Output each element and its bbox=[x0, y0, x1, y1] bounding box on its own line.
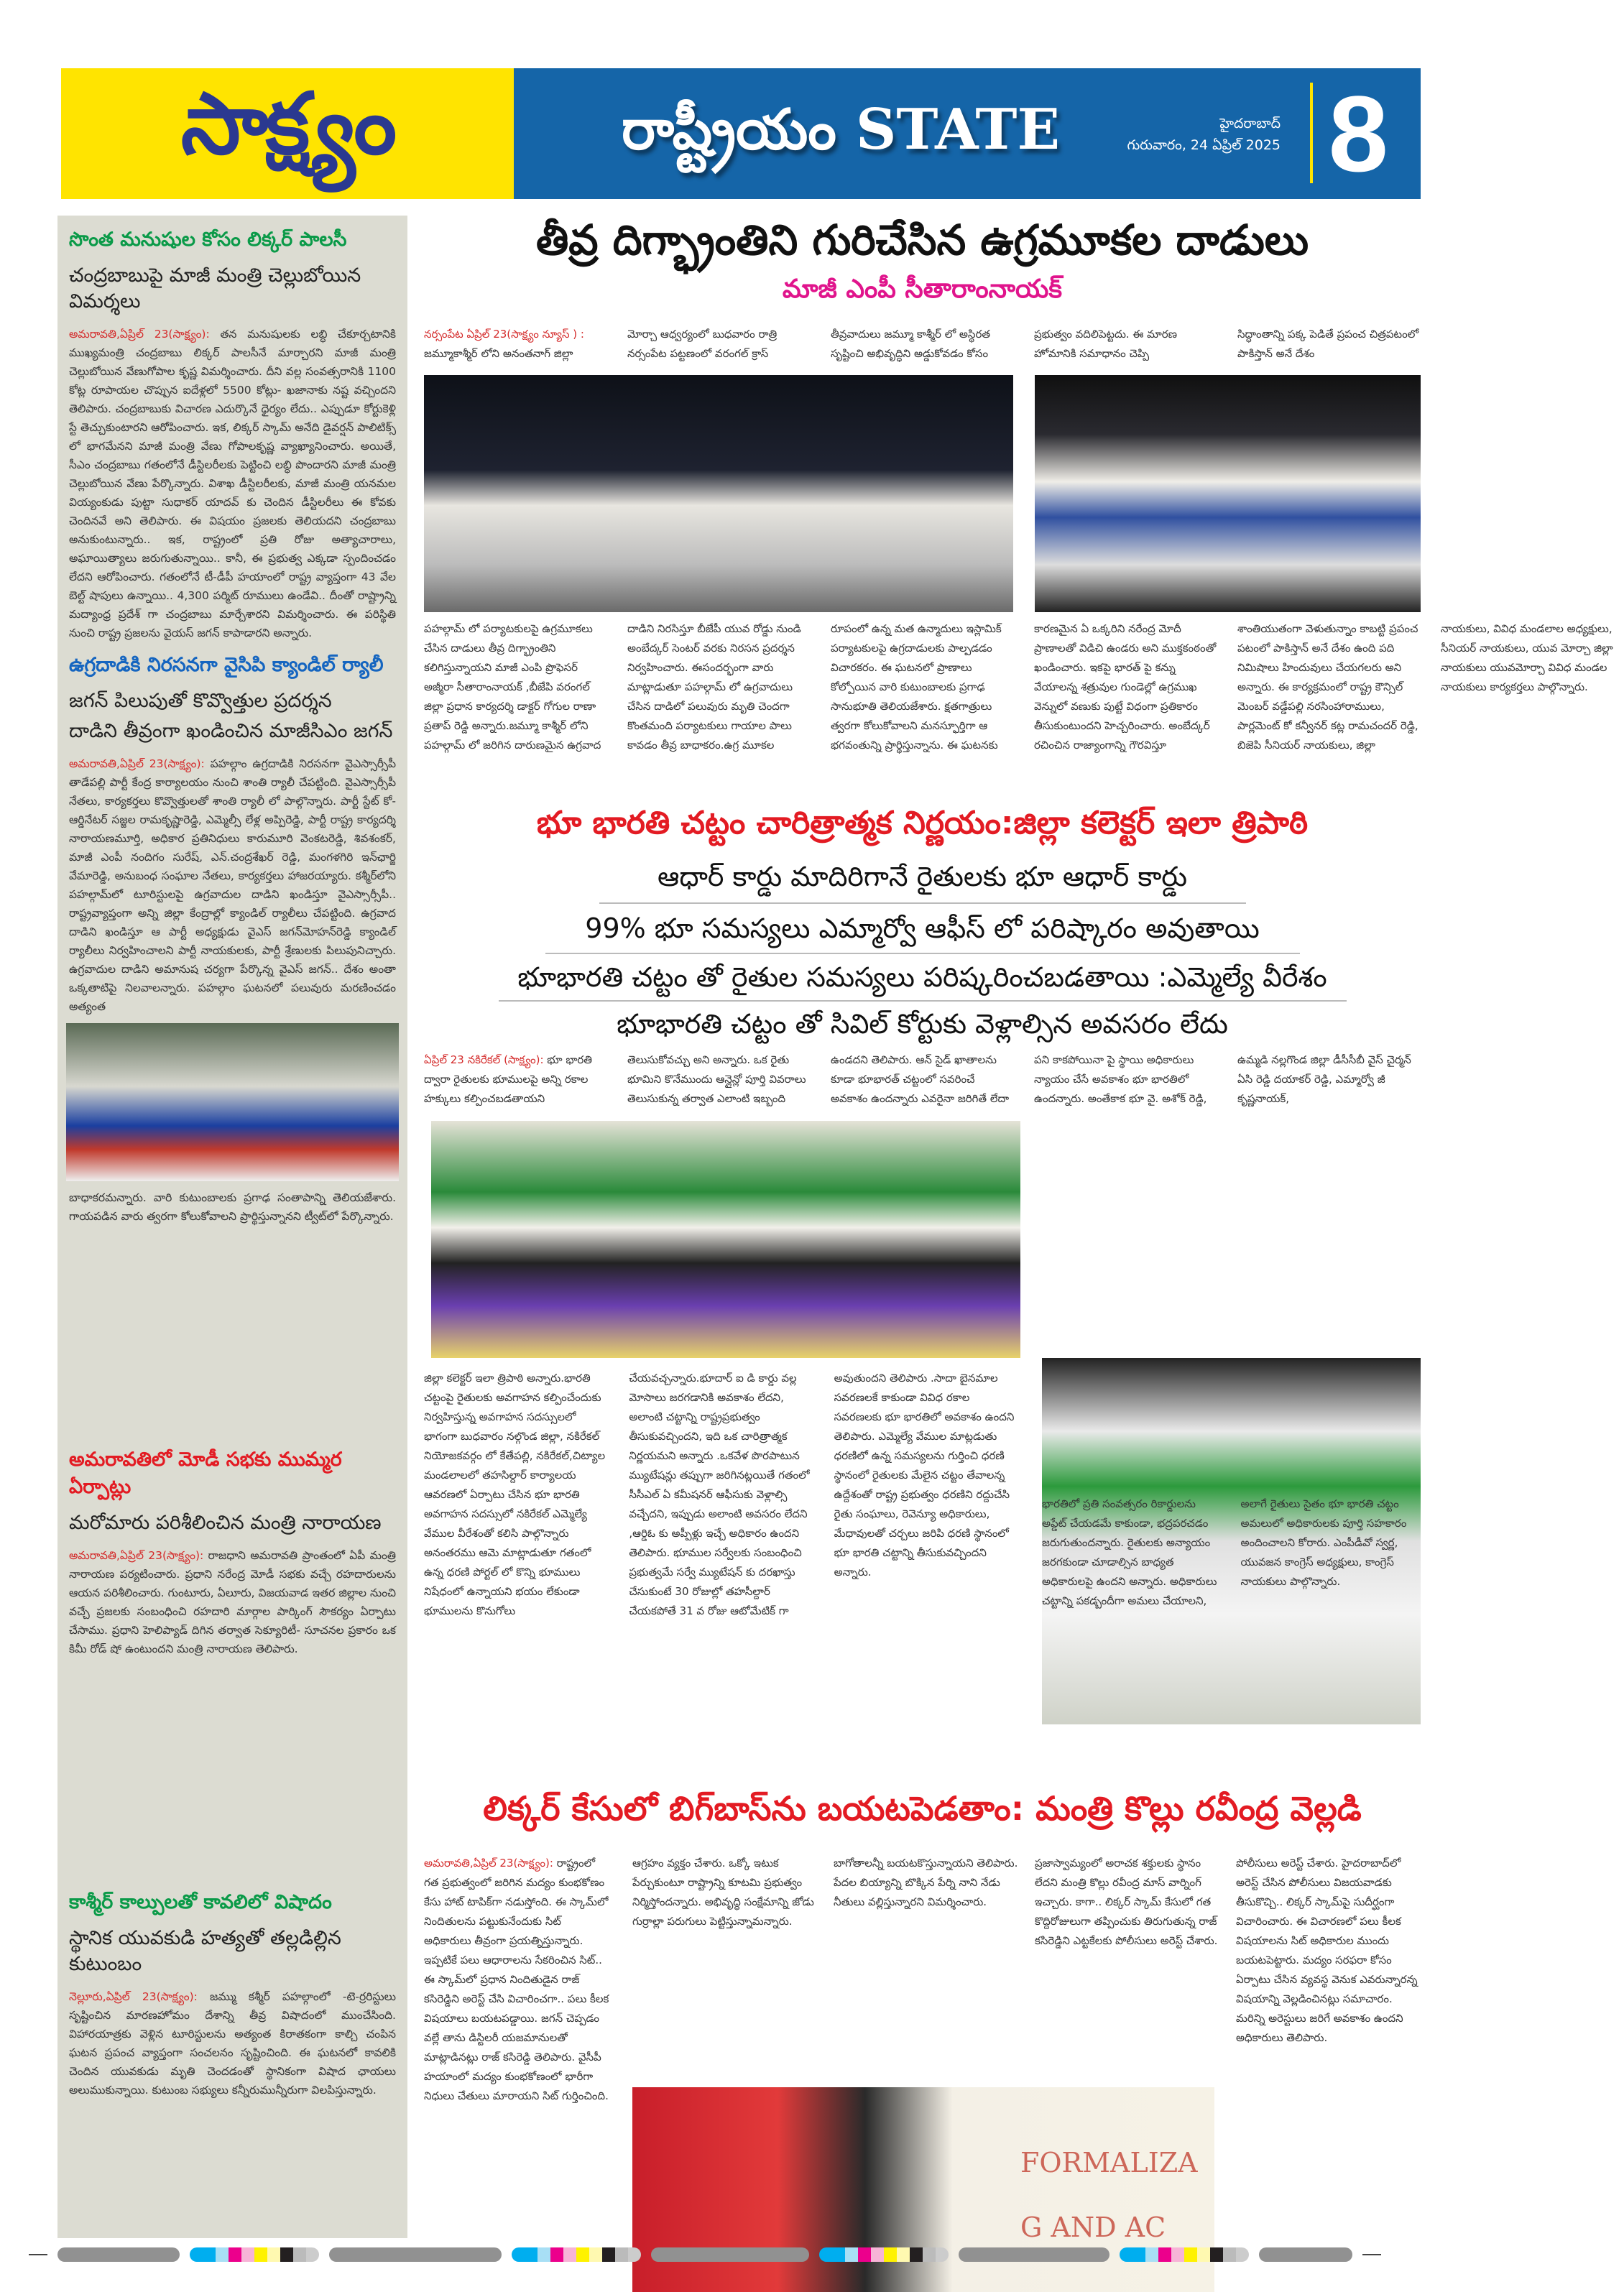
story-subhead: స్థానిక యువకుడి హత్యతో తల్లడిల్లిన కుటుంబం bbox=[69, 1927, 341, 1975]
dateline: అమరావతి,ఏప్రిల్ 23(సాక్ష్యం): bbox=[69, 757, 205, 770]
dateline: అమరావతి,ఏప్రిల్ 23(సాక్ష్యం): bbox=[69, 1549, 204, 1562]
dateline: ఏప్రిల్ 23 నకిరేకల్ (సాక్ష్యం): bbox=[424, 1053, 544, 1066]
lead-col: ప్రభుత్వం వదిలిపెట్టదు. ఈ మారణ హోమానికి సమాధానం చెప్పి bbox=[1034, 328, 1178, 360]
story-subhead: మాజీ ఎంపీ సీతారాంనాయక్ bbox=[782, 274, 1063, 304]
story-col: బాగోతాలన్నీ బయటకొస్తున్నాయని తెలిపారు. పేదల బియ్యాన్ని బొక్కిన పేర్ని నాని నేడు నీతులు వల్లిస్తున్నారని విమర్శించారు. bbox=[834, 1857, 1018, 1908]
story-body: అమరావతి,ఏప్రిల్ 23(సాక్ష్యం): పహల్గాం ఉగ్రదాడికి నిరసనగా వైఎస్సార్సీపీ తాడేపల్లి పార్టీ కేంద్ర కార్యాలయం నుంచి శాంతి ర్యాలీ చేపట్టింది. వైఎస్సార్సీపీ నేతలు, కార్యకర్తలు కొవ్వొత్తులతో శాంతి ర్యాలీ లో పాల్గొన్నారు. పార్టీ స్టేట్ కో-ఆర్డినేటర్ సజ్జల రామకృష్ణారెడ్డి, ఎమ్మెల్సీ లేళ్ల అప్పిరెడ్డి, పార్టీ రాష్ట్ర కార్యదర్శి నారాయణమూర్తి, అధికార ప్రతినిధులు కారుమూరి వెంకటరెడ్డి, శివశంకర్, మాజీ ఎంపీ నందిగం సురేష్, ఎన్.చంద్రశేఖర్ రెడ్డి, మంగళగిరి ఇన్‌ఛార్జి వేమారెడ్డి, అనుబంధ సంఘాల నేతలు, కార్యకర్తలు హాజరయ్యారు. కశ్మీర్‌లోని పహల్గామ్‌లో టూరిస్టులపై ఉగ్రవాదుల దాడిని ఖండిస్తూ వైఎస్సార్సీపీ.. రాష్ట్రవ్యాప్తంగా అన్ని జిల్లా కేంద్రాల్లో క్యాండిల్ ర్యాలీలు చేపట్టింది. ఉగ్రవాద దాడిని ఖండిస్తూ ఆ పార్టీ అధ్యక్షుడు వైఎస్ జగన్‌మోహన్‌రెడ్డి క్యాండిల్ ర్యాలీలు నిర్వహించాలని పార్టీ నాయకులకు, పార్టీ శ్రేణులకు పిలుపునిచ్చారు. ఉగ్రవాదుల దాడిని అమానుష చర్యగా పేర్కొన్న వైఎస్ జగన్.. దేశం అంతా ఒక్కతాటిపై నిలవాలన్నారు. పహల్గాం ఘటనలో పలువురు మరణించడం అత్యంత bbox=[69, 757, 397, 1013]
story-body: నెల్లూరు,ఏప్రిల్ 23(సాక్ష్యం): జమ్ము కశ్మీర్ పహల్గాంలో -టె-ర్రరిస్టులు సృష్టించిన మారణహోమం దేశాన్ని తీవ్ర విషాదంలో ముంచేసింది. విహారయాత్రకు వెళ్లిన టూరిస్టులను అత్యంత కిరాతకంగా కాల్చి చంపిన ఘటన ప్రపంచ వ్యాప్తంగా సంచలనం సృష్టించింది. ఈ ఘటనలో కావలికి చెందిన యువకుడు మృతి చెందడంతో స్థానికంగా విషాద ఛాయలు అలుముకున్నాయి. కుటుంబ సభ్యులు కన్నీరుమున్నీరుగా విలపిస్తున్నారు. bbox=[69, 1990, 396, 2097]
story-headline: సొంత మనుషుల కోసం లిక్కర్ పాలసీ bbox=[69, 228, 347, 251]
sidebar-story bbox=[69, 1448, 396, 1887]
story-headline: లిక్కర్ కేసులో బిగ్‌బాస్‌ను బయటపెడతాం: మంత్రి కొల్లు రవీంద్ర వెల్లడి bbox=[483, 1789, 1362, 1828]
city: హైదరాబాద్ bbox=[1219, 116, 1281, 131]
story-subhead: భూభారతి చట్టం తో రైతుల సమస్యలు పరిష్కరించబడతాయి :ఎమ్మెల్యే వీరేశం bbox=[517, 961, 1327, 993]
lead-col: సిద్ధాంతాన్ని పక్క పెడితే ప్రపంచ చిత్రపటంలో పాకిస్తాన్ అనే దేశం bbox=[1237, 328, 1419, 360]
masthead-banner bbox=[514, 68, 1421, 199]
story-col: పోలీసులు అరెస్ట్ చేశారు. హైదరాబాద్‌లో అరెస్ట్ చేసిన పోలీసులు విజయవాడకు తీసుకొచ్చి.. లిక్కర్ స్కామ్‌పై సుదీర్ఘంగా విచారించారు. ఈ విచారణలో పలు కీలక విషయాలను సిట్ అధికారుల ముందు బయటపెట్టారు. మద్యం సరఫరా కోసం ఏర్పాటు చేసిన వ్యవస్థ వెనుక ఎవరున్నారన్న విషయాన్ని వెల్లడించినట్లు సమాచారం. మరిన్ని అరెస్టులు జరిగే అవకాశం ఉందని అధికారులు తెలిపారు. bbox=[1236, 1857, 1418, 2044]
story-lower bbox=[424, 1114, 1421, 1782]
dateline: నర్సంపేట ఏప్రిల్ 23(సాక్ష్యం న్యూస్ ) : bbox=[424, 328, 584, 341]
story-lead-columns bbox=[424, 325, 1421, 375]
story-headline: భూ భారతి చట్టం చారిత్రాత్మక నిర్ణయం:జిల్లా కలెక్టర్ ఇలా త్రిపాఠి bbox=[536, 805, 1309, 841]
dateline: నెల్లూరు,ఏప్రిల్ 23(సాక్ష్యం): bbox=[69, 1990, 198, 2003]
photo-row bbox=[424, 375, 1421, 612]
protest-photo-2 bbox=[1035, 375, 1421, 612]
story-subhead: 99% భూ సమస్యలు ఎమ్మార్వో ఆఫీస్ లో పరిష్కారం అవుతాయి bbox=[585, 912, 1260, 944]
lead-col: మోర్చా ఆధ్వర్యంలో బుధవారం రాత్రి నర్సంపేట పట్టణంలో వరంగల్ క్రాస్ bbox=[627, 328, 778, 360]
story-body: జిల్లా కలెక్టర్ ఇలా త్రిపాఠి అన్నారు.భారతి చట్టంపై రైతులకు అవగాహన కల్పించేందుకు నిర్వహిస్తున్న అవగాహన సదస్సులలో భాగంగా బుధవారం నల్గొండ జిల్లా, నకిరేకల్ నియోజకవర్గం లో కేతేపల్లి, నకిరేకల్,చిట్యాల మండలాలలో తహసిల్దార్ కార్యాలయ ఆవరణలో ఏర్పాటు చేసిన భూ భారతి అవగాహన సదస్సులో నకిరేకల్ ఎమ్మెల్యే వేముల వీరేశంతో కలిసి పాల్గొన్నారు అనంతరము ఆమె మాట్లాడుతూ గతంలో ఉన్న ధరణి పోర్టల్ లో కొన్ని భూములు నిషేధంలో ఉన్నాయని భయం లేకుండా భూములను కొనుగోలు చేయవచ్చన్నారు.భూదార్ ఐ డి కార్డు వల్ల మోసాలు జరగడానికి అవకాశం లేదని, అలాంటి చట్టాన్ని రాష్ట్రప్రభుత్వం తీసుకువచ్చిందని, ఇది ఒక చారిత్రాత్మక నిర్ణయమని అన్నారు .ఒకవేళ పొరపాటున మ్యుటేషన్లు తప్పుగా జరిగినట్లయితే గతంలో సీసీఎల్ ఏ కమీషనర్ ఆఫీసుకు వెళ్లాల్సి వచ్చేదని, ఇప్పుడు అలాంటి అవసరం లేదని ,ఆర్డిఓ కు అప్పీళ్లు ఇచ్చే అధికారం ఉందని తెలిపారు. భూముల సర్వేలకు సంబంధించి ప్రభుత్వమే సర్వే మ్యుటేషన్ కు దరఖాస్తు చేసుకుంటే 30 రోజుల్లో తహసీల్దార్ చేయకపోతే 31 వ రోజు ఆటోమేటిక్ గా అవుతుందని తెలిపారు .సాదా బైనమాల సవరణలకే కాకుండా వివిధ రకాల సవరణలకు భూ భారతిలో అవకాశం ఉందని తెలిపారు. ఎమ్మెల్యే వేముల మాట్లడుతు ధరణిలో ఉన్న సమస్యలను గుర్తించి ధరణి స్థానంలో రైతులకు మేలైన చట్టం తేవాలన్న ఉద్దేశంతో రాష్ట్ర ప్రభుత్వం ధరణిని రద్దుచేసి రైతు సంఘాలు, రెవెన్యూ అధికారులు, మేధావులతో చర్చలు జరిపి ధరణి స్థానంలో భూ భారతి చట్టాన్ని తీసుకువచ్చిందని అన్నారు. bbox=[424, 1372, 1015, 1617]
divider bbox=[1310, 83, 1313, 183]
story-lead: ఏప్రిల్ 23 నకిరేకల్ (సాక్ష్యం): భూ భారతి ద్వారా రైతులకు భూములపై అన్ని రకాల హక్కులు కల్పించబడతాయని తెలుసుకోవచ్చు అని అన్నారు. ఒక రైతు భూమిని కొనేముందు ఆన్లైన్లో పూర్తి వివరాలు తెలుసుకున్న తర్వాత ఎలాంటి ఇబ్బంది ఉండదని తెలిపారు. ఆన్ సైడ్ ఖాతాలను కూడా భూభారత్ చట్టంలో సవరించే అవకాశం ఉందన్నారు ఎవరైనా జరిగితే లేదా పని కాకపోయినా పై స్థాయి అధికారులు న్యాయం చేసే అవకాశం భూ భారతిలో ఉందన్నారు. అంతేకాక భూ వై. అశోక్ రెడ్డి, ఉమ్మడి నల్లగొండ జిల్లా డీసీసీబీ వైస్ చైర్మన్ ఏసి రెడ్డి దయాకర్ రెడ్డి, ఎమ్మార్వో జీ కృష్ణనాయక్, bbox=[424, 1053, 1411, 1105]
sidebar bbox=[57, 216, 407, 2238]
story-terror-attack bbox=[424, 216, 1613, 774]
section-title: రాష్ట్రీయం STATE bbox=[622, 97, 1060, 162]
story-subhead: ఆధార్ కార్డు మాదిరిగానే రైతులకు భూ ఆధార్ కార్డు bbox=[658, 861, 1187, 892]
story-body-right: భారతిలో ప్రతి సంవత్సరం రికార్డులను అప్డేట్ చేయడమే కాకుండా, భద్రపరచడం జరుగుతుందన్నారు. రైతులకు అన్యాయం జరగకుండా చూడాల్సిన బాధ్యత అధికారులపై ఉందని అన్నారు. అధికారులు చట్టాన్ని పకడ్బందీగా అమలు చేయాలని, అలాగే రైతులు సైతం భూ భారతి చట్టం అమలులో అధికారులకు పూర్తి సహకారం అందించాలని కోరారు. ఎంపీడీవో స్వర్ణ, యువజన కాంగ్రెస్ అధ్యక్షులు, కాంగ్రెస్ నాయకులు పాల్గొన్నారు. bbox=[1042, 1497, 1407, 1607]
story-headline: ఉగ్రదాడికి నిరసనగా వైసిపి క్యాండిల్ ర్యాలీ bbox=[69, 654, 384, 676]
story-body: అమరావతి,ఏప్రిల్ 23(సాక్ష్యం): రాజధాని అమరావతి ప్రాంతంలో ఏపీ మంత్రి నారాయణ పర్యటించారు. ప్రధాని నరేంద్ర మోడీ సభకు వచ్చే రహదారులను ఆయన పరిశీలించారు. గుంటూరు, ఏలూరు, విజయవాడ ఇతర జిల్లాల నుంచి వచ్చే ప్రజలకు సంబంధించి రహదారి మార్గాల పార్కింగ్ సౌకర్యం ఏర్పాటు చేసాము. ప్రధాని హెలిప్యాడ్ దిగిన తర్వాత సెక్యూరిటీ- సూచనల ప్రకారం ఒక కిమీ రోడ్ షో ఉంటుందని మంత్రి నారాయణ తెలిపారు. bbox=[69, 1549, 396, 1655]
story-col: ప్రజాస్వామ్యంలో అరాచక శక్తులకు స్థానం లేదని మంత్రి కొల్లు రవీంద్ర మాస్ వార్నింగ్ ఇచ్చారు. కాగా.. లిక్కర్ స్కామ్ కేసులో గత కొద్దిరోజులుగా తప్పించుకు తిరుగుతున్న రాజ్ కసిరెడ్డిని ఎట్టకేలకు పోలీసులు అరెస్ట్ చేశారు. bbox=[1035, 1857, 1218, 1947]
meeting-photo bbox=[431, 1121, 1020, 1358]
story-subhead: చంద్రబాబుపై మాజీ మంత్రి చెల్లుబోయిన విమర్శలు bbox=[69, 264, 361, 313]
story-headline: కాశ్మీర్ కాల్పులతో కావలిలో విషాదం bbox=[69, 1891, 332, 1913]
sidebar-story bbox=[69, 654, 396, 1444]
story-body: అమరావతి,ఏప్రిల్ 23(సాక్ష్యం): తన మనుషులకు లబ్ధి చేకూర్చటానికి ముఖ్యమంత్రి చంద్రబాబు లిక్కర్ పాలసీనే మార్చారని మాజీ మంత్రి చెల్లుబోయిన వేణుగోపాల కృష్ణ విమర్శించారు. దీని వల్ల సంవత్సరానికి 1100 కోట్ల రూపాయల చొప్పున ఐదేళ్లలో 5500 కోట్లు- ఖజానాకు నష్ట వచ్చిందని తెలిపారు. చంద్రబాబుకు విచారణ ఎదుర్కొనే ధైర్యం లేదు.. ఎప్పుడూ కోర్టుకెళ్లి స్టే తెచ్చుకుంటారని ఆరోపించారు. ఇక, లిక్కర్ స్కామ్ అనేది డైవర్షన్ పాలిటిక్స్ లో భాగమేనని మాజీ మంత్రి వేణు గోపాలకృష్ణ వ్యాఖ్యానించారు. అయితే, సీఎం చంద్రబాబు గతంలోనే డీస్టిలరీలకు పెట్టించి లబ్ధి పొందారని మాజీ మంత్రి చెల్లుబోయిన వేణు పేర్కొన్నారు. విశాఖ డీస్టిలరీలకు, మాజీ మంత్రి యనమల వియ్యంకుడు పుట్టా సుధాకర్ యాదవ్ కు చెందిన డీస్టిలరీలు ఈ కోవకు చెందినవే అని తెలిపారు. ఈ విషయం ప్రజలకు తెలియదని చంద్రబాబు అనుకుంటున్నారు.. ఇక, రాష్ట్రంలో ప్రతి రోజు అత్యాచారాలు, అఘాయిత్యాలు జరుగుతున్నాయి.. కానీ, ఈ ప్రభుత్వ ఎక్కడా స్పందించడం లేదని ఆరోపించారు. గతంలోనే టీ-డీపీ హయాంలో రాష్ట్ర వ్యాప్తంగా 43 వేల బెల్ట్ షాపులు ఉన్నాయి.. 4,300 పర్మిట్ రూములు ఉండేవి.. దీంతో రాష్ట్రాన్ని మద్యాంధ్ర ప్రదేశ్ గా చంద్రబాబు మార్చేశారని విమర్శించారు. ఈ పరిస్థితి నుంచి రాష్ట్ర ప్రజలను వైయస్ జగన్ కాపాడారని అన్నారు. bbox=[69, 328, 396, 639]
story-body-continued: బాధాకరమన్నారు. వారి కుటుంబాలకు ప్రగాఢ సంతాపాన్ని తెలియజేశారు. గాయపడిన వారు త్వరగా కోలుకోవాలని ప్రార్థిస్తున్నానని ట్వీట్‌లో పేర్కొన్నారు. bbox=[69, 1191, 396, 1223]
sidebar-story bbox=[69, 228, 396, 650]
story-headline: అమరావతిలో మోడీ సభకు ముమ్మర ఏర్పాట్లు bbox=[69, 1448, 342, 1498]
dateline: అమరావతి,ఏప్రిల్ 23(సాక్ష్యం): bbox=[424, 1857, 553, 1870]
page-number: 8 bbox=[1328, 73, 1388, 194]
story-col: ఆగ్రహం వ్యక్తం చేశారు. ఒక్కో ఇటుక పేర్చుకుంటూ రాష్ట్రాన్ని కూటమి ప్రభుత్వం నిర్మిస్తోందన్నారు. అభివృద్ధి సంక్షేమాన్ని జోడు గుర్రాల్లా పరుగులు పెట్టిస్తున్నామన్నారు. bbox=[632, 1857, 814, 1928]
story-subhead: మరోమారు పరిశీలించిన మంత్రి నారాయణ bbox=[69, 1512, 382, 1534]
date: గురువారం, 24 ఏప్రిల్ 2025 bbox=[1127, 137, 1281, 153]
backdrop-text: FORMALIZA G AND AC bbox=[1020, 2147, 1198, 2243]
print-color-bar bbox=[29, 2247, 1459, 2262]
story-bhu-bharati bbox=[424, 805, 1421, 1782]
protest-photo bbox=[424, 375, 1013, 612]
masthead-logo bbox=[61, 68, 514, 199]
sidebar-story bbox=[69, 1891, 396, 2099]
story-col: అమరావతి,ఏప్రిల్ 23(సాక్ష్యం): రాష్ట్రంలో గత ప్రభుత్వంలో జరిగిన మద్యం కుంభకోణం కేసు హాట్ టాపిక్‌గా నడుస్తోంది. ఈ స్కామ్‌లో నిందితులను పట్టుకునేందుకు సిట్ అధికారులు తీవ్రంగా ప్రయత్నిస్తున్నారు. ఇప్పటికే పలు ఆధారాలను సేకరించిన సిట్.. ఈ స్కామ్‌లో ప్రధాన నిందితుడైన రాజ్ కసిరెడ్డిని అరెస్ట్ చేసి విచారించగా.. పలు కీలక విషయాలు బయటపడ్డాయి. జగన్ చెప్పడం వల్లే తాను డిస్టిలరీ యజమానులతో మాట్లాడినట్లు రాజ్ కసిరెడ్డి తెలిపారు. వైసీపీ హయాంలో మద్యం కుంభకోణంలో భారీగా నిధులు చేతులు మారాయని సిట్ గుర్తించింది. bbox=[424, 1857, 609, 2102]
dateline-box bbox=[1127, 113, 1281, 156]
lead-col: నర్సంపేట ఏప్రిల్ 23(సాక్ష్యం న్యూస్ ) : జమ్మూకాశ్మీర్ లోని అనంతనాగ్ జిల్లా bbox=[424, 328, 584, 360]
story-subhead: జగన్ పిలుపుతో కొవ్వొత్తుల ప్రదర్శన bbox=[69, 690, 332, 712]
logo-text: సాక్ష్యం bbox=[180, 73, 395, 173]
lead-col: తీవ్రవాదులు జమ్మూ కాశ్మీర్ లో అస్థిరత సృష్టించి అభివృద్ధిని అడ్డుకోవడం కోసం bbox=[831, 328, 991, 360]
story-body: పహల్గామ్ లో పర్యాటకులపై ఉగ్రమూకలు చేసిన దాడులు తీవ్ర దిగ్భ్రాంతిని కలిగిస్తున్నాయని మాజీ ఎంపి ప్రొఫెసర్ అజ్మీరా సీతారాంనాయక్ ,బీజేపి వరంగల్ జిల్లా ప్రధాన కార్యదర్శి డాక్టర్ గోగుల రాణా ప్రతాప్ రెడ్డి అన్నారు.జమ్మూ కాశ్మీర్ లోని పహల్గామ్ లో జరిగిన దారుణమైన ఉగ్రవాద దాడిని నిరసిస్తూ బీజేపీ యువ రోడ్డు నుండి అంబేద్కర్ సెంటర్ వరకు నిరసన ప్రదర్శన నిర్వహించారు. ఈసందర్భంగా వారు మాట్లాడుతూ పహల్గామ్ లో ఉగ్రవాదులు చేసిన దాడిలో పలువురు మృతి చెందగా కొంతమంది పర్యాటకులు గాయాల పాలు కావడం తీవ్ర బాధాకరం.ఉగ్ర మూకల రూపంలో ఉన్న మత ఉన్మాదులు ఇస్లామిక్ పర్యాటకులపై ఉగ్రదాడులకు పాల్పడడం విచారకరం. ఈ ఘటనలో ప్రాణాలు కోల్పోయిన వారి కుటుంబాలకు ప్రగాఢ సానుభూతి తెలియజేశారు. క్షతగాత్రులు త్వరగా కోలుకోవాలని మనస్ఫూర్తిగా ఆ భగవంతున్ని ప్రార్థిస్తున్నాను. ఈ ఘటనకు కారణమైన ఏ ఒక్కరిని నరేంద్ర మోదీ ప్రాణాలతో విడిచి ఉండరు అని ముక్తకంఠంతో ఖండించారు. ఇకపై భారత్ పై కన్ను వేయాలన్న శత్రువుల గుండెల్లో ఉగ్రముఖ వెన్నులో వణుకు పుట్టే విధంగా ప్రతికారం తీసుకుంటుందని హెచ్చరించారు. అంబేద్కర్ రచించిన రాజ్యాంగాన్ని గౌరవిస్తూ శాంతియుతంగా వెళుతున్నాం కాబట్టి ప్రపంచ పటంలో పాకిస్తాన్ అనే దేశం ఉంది పది నిమిషాలు హిందువులు చేయగలరు అని అన్నారు. ఈ కార్యక్రమంలో రాష్ట్ర కౌన్సిల్ మెంబర్ వడ్డేపల్లి నరసింహారాములు, పార్లమెంట్ కో కన్వీనర్ కట్ల రామచందర్ రెడ్డి, బిజెపి సీనియర్ నాయకులు, జిల్లా నాయకులు, వివిధ మండలాల అధ్యక్షులు, సీనియర్ నాయకులు, యువ మోర్చా జిల్లా నాయకులు యువమోర్చా వివిధ మండల నాయకులు కార్యకర్తలు పాల్గొన్నారు. bbox=[424, 622, 1613, 752]
story-headline: తీవ్ర దిగ్భ్రాంతిని గురిచేసిన ఉగ్రమూకల దాడులు bbox=[535, 216, 1309, 264]
story-liquor-case bbox=[424, 1789, 1421, 2243]
dateline: అమరావతి,ఏప్రిల్ 23(సాక్ష్యం): bbox=[69, 328, 210, 341]
story-subhead: దాడిని తీవ్రంగా ఖండించిన మాజీసిఎం జగన్ bbox=[69, 720, 393, 742]
rally-photo bbox=[66, 1023, 399, 1181]
story-subhead: భూభారతి చట్టం తో సివిల్ కోర్టుకు వెళ్లాల్సిన అవసరం లేదు bbox=[617, 1008, 1228, 1040]
